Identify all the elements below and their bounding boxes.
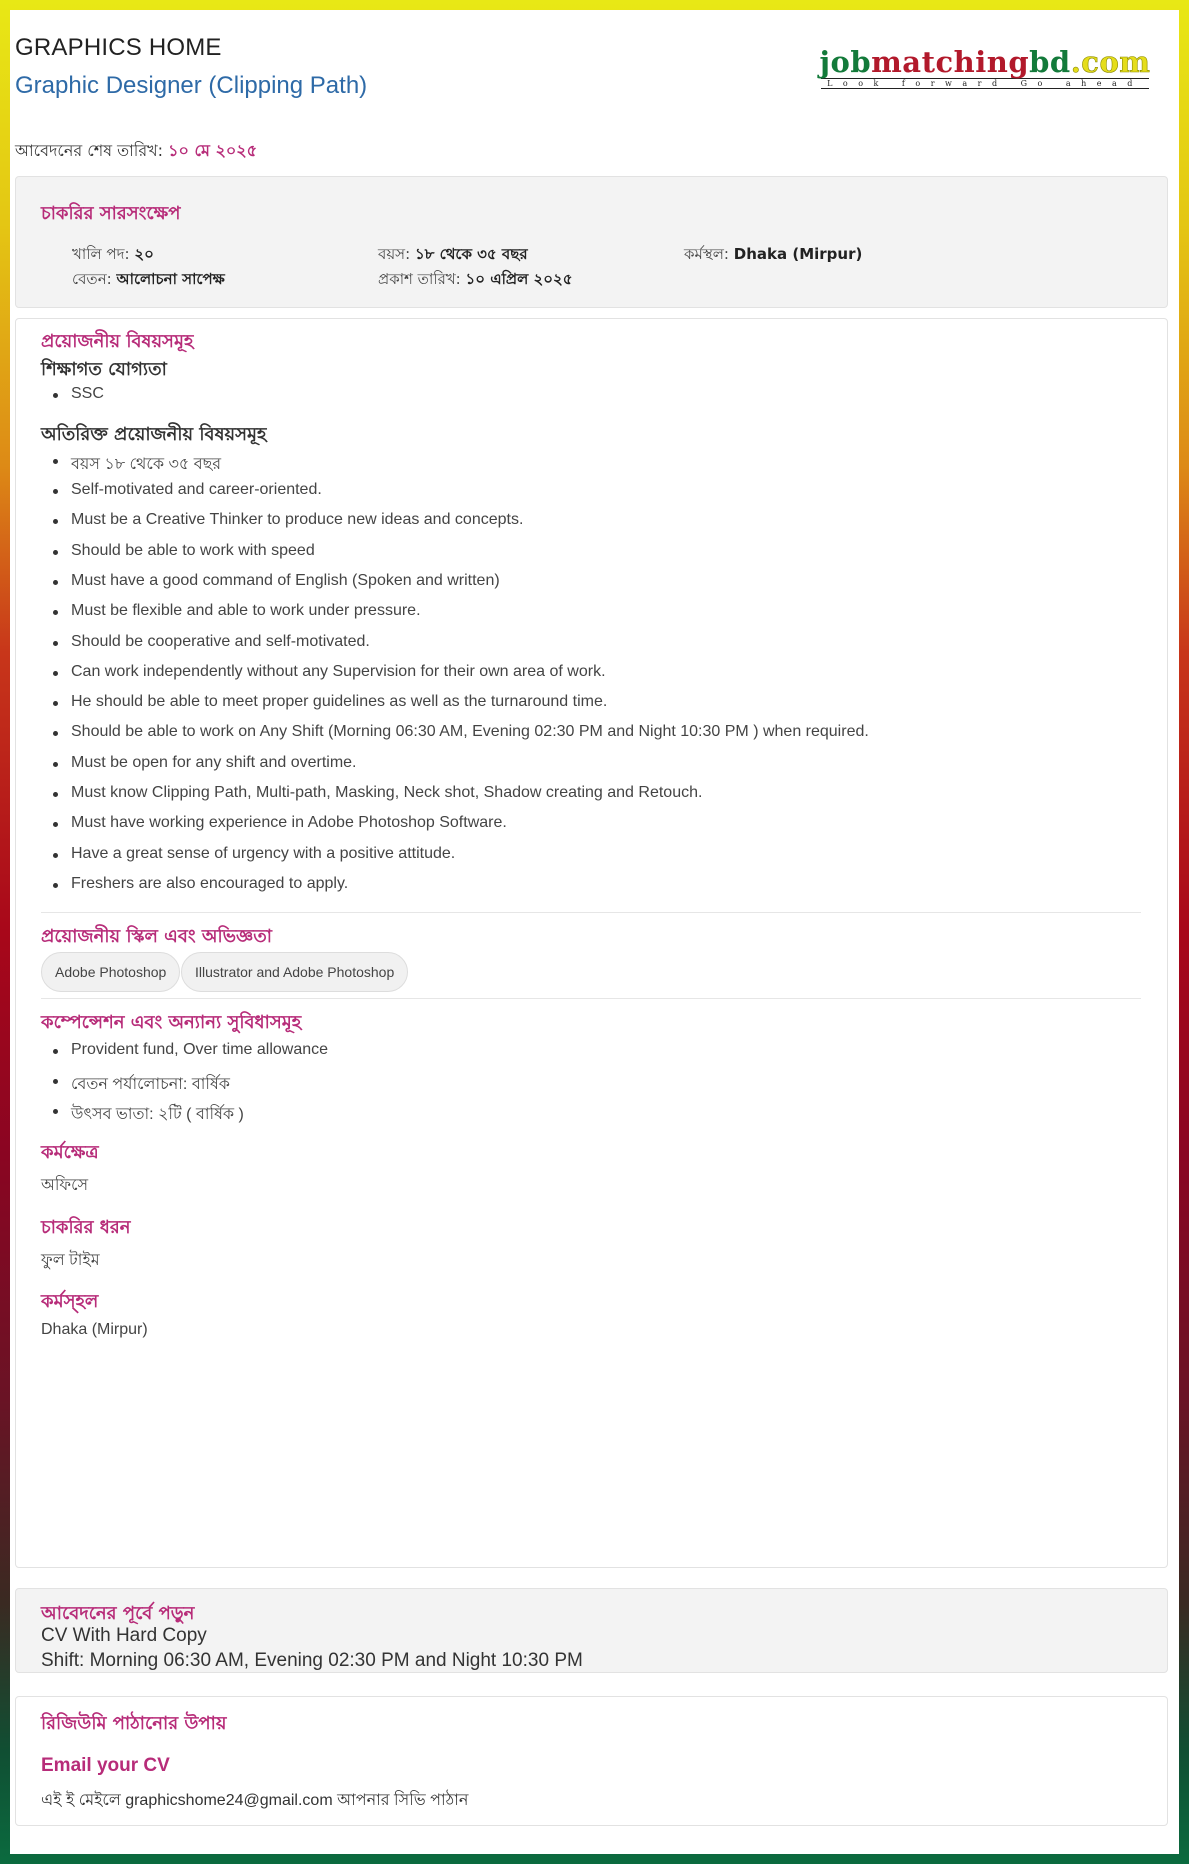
workplace-title: কর্মক্ষেত্র	[41, 1142, 99, 1163]
company-name: GRAPHICS HOME	[15, 34, 222, 61]
summary-label: প্রকাশ তারিখ:	[378, 270, 461, 288]
list-item: বয়স ১৮ থেকে ৩৫ বছর	[41, 451, 221, 478]
list-item: Must know Clipping Path, Multi-path, Masking, Neck shot, Shadow creating and Retouch.	[41, 784, 702, 802]
summary-published-date	[378, 268, 573, 293]
summary-vacancy	[72, 243, 154, 268]
logo-tagline: Look forward Go ahead	[821, 78, 1149, 89]
list-item: Must have working experience in Adobe Photoshop Software.	[41, 814, 507, 832]
summary-value: ১০ এপ্রিল ২০২৫	[465, 270, 573, 288]
read-before-title: আবেদনের পূর্বে পড়ুন	[41, 1603, 195, 1624]
summary-label: বেতন:	[72, 270, 112, 288]
section-divider	[41, 912, 1141, 913]
job-summary-title: চাকরির সারসংক্ষেপ	[41, 203, 181, 224]
list-item: Should be cooperative and self-motivated.	[41, 633, 370, 651]
location-value: Dhaka (Mirpur)	[41, 1321, 148, 1338]
list-item: Must be flexible and able to work under pressure.	[41, 602, 421, 620]
list-item: Should be able to work with speed	[41, 542, 315, 560]
deadline-label: আবেদনের শেষ তারিখ:	[15, 141, 164, 160]
summary-value: Dhaka (Mirpur)	[733, 245, 863, 263]
skills-title: প্রয়োজনীয় স্কিল এবং অভিজ্ঞতা	[41, 926, 272, 947]
deadline-value: ১০ মে ২০২৫	[168, 141, 258, 160]
job-summary-card	[15, 176, 1168, 308]
summary-label: কর্মস্থল:	[684, 245, 729, 263]
list-item: Have a great sense of urgency with a positive attitude.	[41, 845, 455, 863]
logo-part-com: .com	[1070, 45, 1151, 79]
summary-label: বয়স:	[378, 245, 411, 263]
job-post-page	[10, 10, 1179, 1854]
section-divider	[41, 998, 1141, 999]
how-to-apply-card	[15, 1696, 1168, 1826]
workplace-value: অফিসে	[41, 1177, 89, 1194]
list-item: Can work independently without any Supervision for their own area of work.	[41, 663, 606, 681]
application-deadline	[15, 138, 257, 165]
summary-value: ২০	[134, 245, 154, 263]
list-item: Must be a Creative Thinker to produce new ideas and concepts.	[41, 511, 523, 529]
header	[10, 10, 1179, 180]
list-item: Self-motivated and career-oriented.	[41, 481, 322, 499]
logo-part-matching: matching	[871, 45, 1030, 79]
email-cv-title: Email your CV	[41, 1755, 170, 1776]
job-type-title: চাকরির ধরন	[41, 1217, 131, 1238]
how-to-apply-title: রিজিউমি পাঠানোর উপায়	[41, 1713, 227, 1734]
list-item: Freshers are also encouraged to apply.	[41, 875, 348, 893]
jobmatchingbd-logo	[815, 46, 1155, 96]
requirements-card	[15, 318, 1168, 1568]
read-before-line: Shift: Morning 06:30 AM, Evening 02:30 PM and Night 10:30 PM	[41, 1650, 583, 1671]
skill-chip: Adobe Photoshop	[41, 952, 180, 992]
additional-requirements-title: অতিরিক্ত প্রয়োজনীয় বিষয়সমূহ	[41, 424, 267, 445]
list-item: বেতন পর্যালোচনা: বার্ষিক	[41, 1071, 230, 1098]
summary-salary	[72, 268, 225, 293]
skill-chip: Illustrator and Adobe Photoshop	[181, 952, 408, 992]
read-before-apply-card	[15, 1588, 1168, 1673]
compensation-title: কম্পেন্সেশন এবং অন্যান্য সুবিধাসমূহ	[41, 1012, 302, 1033]
list-item: উৎসব ভাতা: ২টি ( বার্ষিক )	[41, 1101, 244, 1128]
read-before-line: CV With Hard Copy	[41, 1625, 207, 1646]
logo-part-bd: bd	[1029, 45, 1071, 79]
list-item: Must be open for any shift and overtime.	[41, 754, 356, 772]
summary-value: ১৮ থেকে ৩৫ বছর	[414, 245, 528, 263]
education-title: শিক্ষাগত যোগ্যতা	[41, 359, 167, 380]
list-item: Provident fund, Over time allowance	[41, 1041, 328, 1059]
location-title: কর্মস্হল	[41, 1291, 99, 1312]
list-item: Should be able to work on Any Shift (Morning 06:30 AM, Evening 02:30 PM and Night 10:30 PM ) when required.	[41, 723, 869, 741]
summary-value: আলোচনা সাপেক্ষ	[116, 270, 225, 288]
summary-age	[378, 243, 528, 268]
job-type-value: ফুল টাইম	[41, 1252, 100, 1269]
logo-wordmark	[815, 46, 1155, 78]
job-title: Graphic Designer (Clipping Path)	[15, 72, 368, 99]
list-item: He should be able to meet proper guidelines as well as the turnaround time.	[41, 693, 607, 711]
summary-label: খালি পদ:	[72, 245, 130, 263]
requirements-title: প্রয়োজনীয় বিষয়সমূহ	[41, 331, 194, 352]
summary-location	[684, 243, 862, 268]
email-instruction[interactable]: এই ই মেইলে graphicshome24@gmail.com আপনার সিভি পাঠান	[41, 1792, 469, 1809]
logo-part-job: job	[819, 45, 872, 79]
list-item: Must have a good command of English (Spoken and written)	[41, 572, 500, 590]
list-item: SSC	[41, 385, 104, 403]
